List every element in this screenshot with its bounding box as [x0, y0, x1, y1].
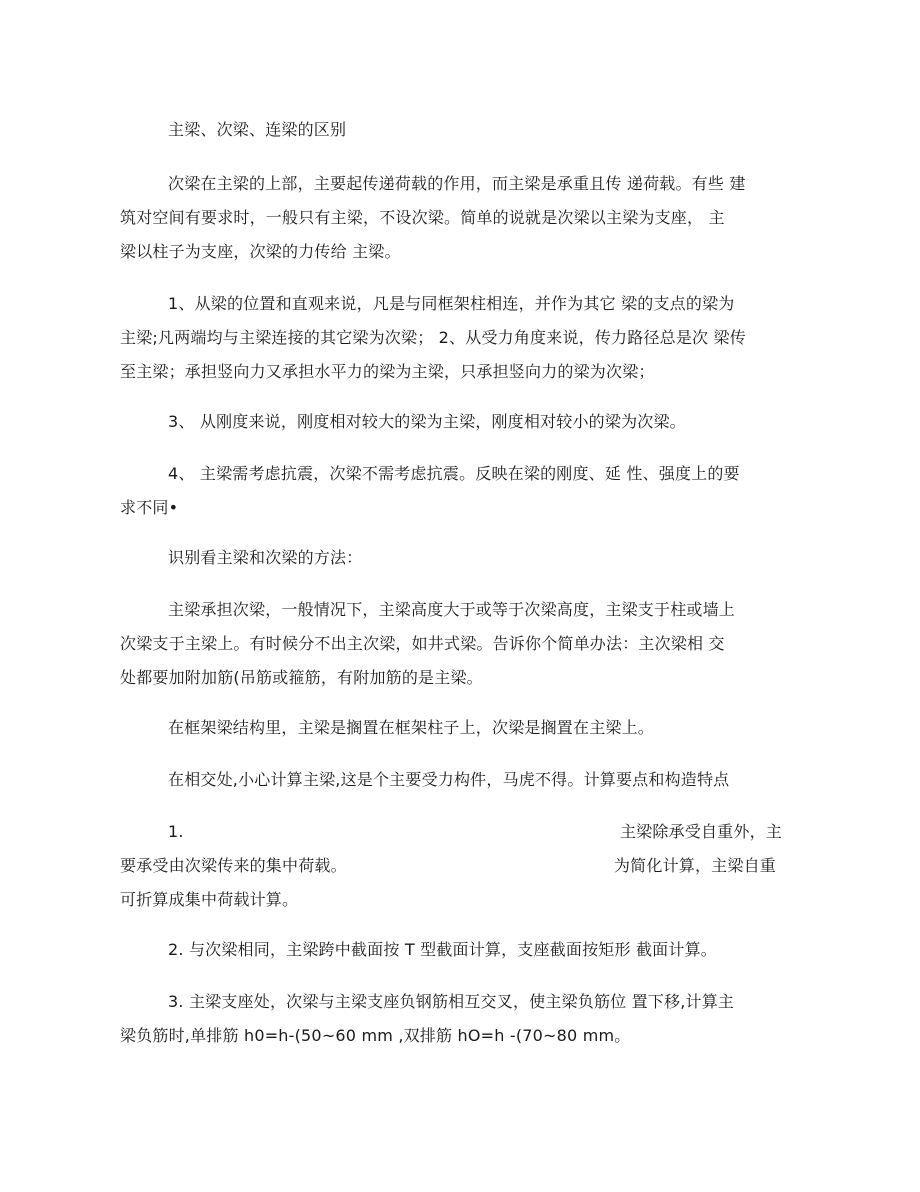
p4-line-1: 4、 主梁需考虑抗震，次梁不需考虑抗震。反映在梁的刚度、延 性、强度上的要	[168, 464, 740, 483]
p2-line-1: 1、从梁的位置和直观来说，凡是与同框架柱相连，并作为其它 梁的支点的梁为	[168, 294, 735, 313]
p11-line-2: 梁负筋时,单排筋 h0=h-(50~60 mm ,双排筋 hO=h -(70~80 mm。	[120, 1026, 631, 1045]
p1-line-2: 筑对空间有要求时，一般只有主梁，不设次梁。简单的说就是次梁以主梁为支座， 主	[120, 208, 725, 227]
p9-line-1-right: 主梁除承受自重外，主	[619, 822, 782, 841]
p6-line-2: 次梁支于主梁上。有时候分不出主次梁，如井式梁。告诉你个简单办法：主次梁相 交	[120, 634, 725, 653]
p3-line: 3、 从刚度来说，刚度相对较大的梁为主梁，刚度相对较小的梁为次梁。	[168, 412, 686, 431]
p9-line-3: 可折算成集中荷载计算。	[120, 890, 299, 909]
p9-line-2-left: 要承受由次梁传来的集中荷载。	[120, 856, 347, 875]
p1-line-3: 梁以柱子为支座，次梁的力传给 主梁。	[120, 242, 401, 261]
p6-line-3: 处都要加附加筋(吊筋或箍筋，有附加筋的是主梁。	[120, 668, 483, 687]
p9-number: 1.	[168, 822, 184, 841]
p7-line: 在框架梁结构里，主梁是搁置在框架柱子上，次梁是搁置在主梁上。	[168, 718, 655, 737]
p4-line-2: 求不同•	[120, 498, 179, 517]
p10-line: 2. 与次梁相同，主梁跨中截面按 T 型截面计算，支座截面按矩形 截面计算。	[168, 940, 717, 959]
p9-line-2-right: 为简化计算，主梁自重	[613, 856, 776, 875]
p5-line: 识别看主梁和次梁的方法：	[168, 548, 363, 567]
document-title: 主梁、次梁、连梁的区别	[168, 120, 347, 139]
p2-line-3: 至主梁；承担竖向力又承担水平力的梁为主梁，只承担竖向力的梁为次梁；	[120, 362, 655, 381]
p2-line-2: 主梁;凡两端均与主梁连接的其它梁为次梁； 2、从受力角度来说，传力路径总是次 梁传	[120, 328, 746, 347]
p11-line-1: 3. 主梁支座处，次梁与主梁支座负钢筋相互交叉，使主梁负筋位 置下移,计算主	[168, 992, 735, 1011]
p1-line-1: 次梁在主梁的上部，主要起传递荷载的作用，而主梁是承重且传 递荷载。有些 建	[168, 174, 746, 193]
p8-line: 在相交处,小心计算主梁,这是个主要受力构件，马虎不得。计算要点和构造特点	[168, 770, 730, 789]
p6-line-1: 主梁承担次梁，一般情况下，主梁高度大于或等于次梁高度，主梁支于柱或墙上	[168, 600, 736, 619]
